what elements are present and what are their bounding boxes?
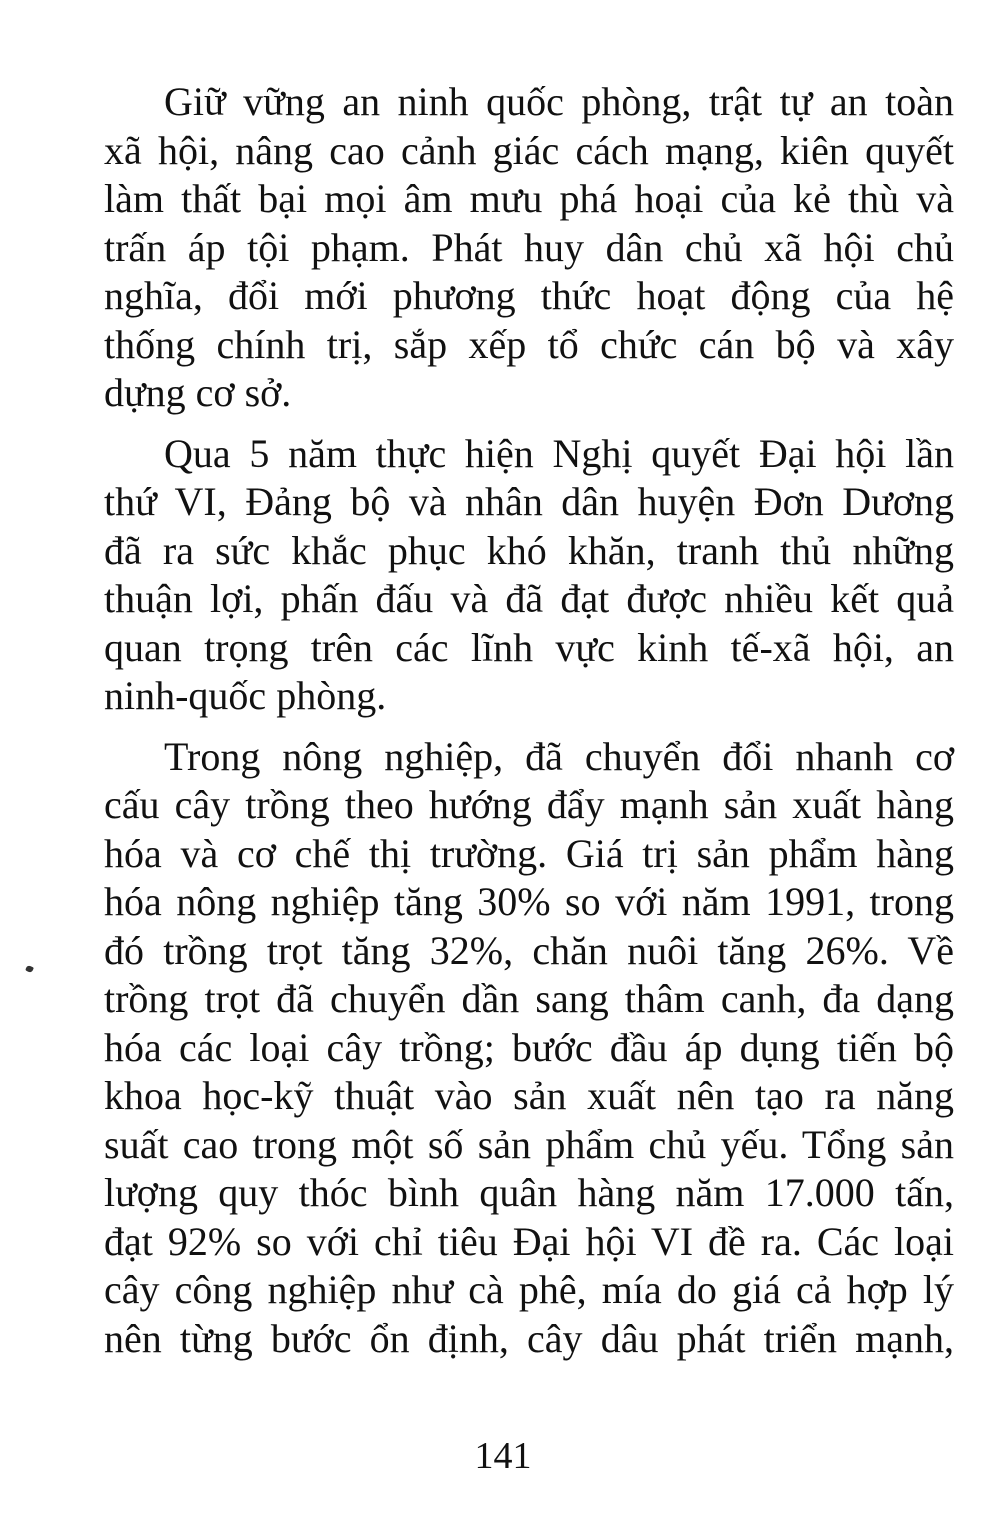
text-line: làm thất bại mọi âm mưu phá hoại của kẻ thù và [104,176,954,221]
text-line: thứ VI, Đảng bộ và nhân dân huyện Đơn Dương [104,479,954,524]
text-line: dựng cơ sở. [104,370,292,415]
text-line: xã hội, nâng cao cảnh giác cách mạng, kiên quyết [104,127,954,173]
text-line: đạt 92% so với chỉ tiêu Đại hội VI đề ra. Các loại [104,1218,954,1264]
text-line: ninh-quốc phòng. [104,673,387,718]
text-line: nghĩa, đổi mới phương thức hoạt động của hệ [104,273,954,318]
text-line: cây công nghiệp như cà phê, mía do giá cả hợp lý [104,1267,954,1312]
text-line: đó trồng trọt tăng 32%, chăn nuôi tăng 26%. Về [104,927,954,973]
text-line: thống chính trị, sắp xếp tổ chức cán bộ và xây [104,321,954,367]
text-line: thuận lợi, phấn đấu và đã đạt được nhiều kết quả [104,576,954,621]
text-line: trấn áp tội phạm. Phát huy dân chủ xã hội chủ [104,224,954,270]
text-line: nên từng bước ổn định, cây dâu phát triển mạnh, [104,1315,954,1361]
text-line: trồng trọt đã chuyển dần sang thâm canh, đa dạng [104,976,954,1021]
body-text [104,78,954,1363]
text-line: Giữ vững an ninh quốc phòng, trật tự an toàn [164,79,954,124]
paragraph-five-years [104,430,954,721]
text-line: suất cao trong một số sản phẩm chủ yếu. Tổng sản [104,1121,954,1167]
page-number: 141 [474,1435,532,1477]
text-line: Qua 5 năm thực hiện Nghị quyết Đại hội lần [164,430,954,476]
text-line: hóa nông nghiệp tăng 30% so với năm 1991, trong [104,879,954,924]
text-line: quan trọng trên các lĩnh vực kinh tế-xã hội, an [104,624,954,670]
text-line: hóa và cơ chế thị trường. Giá trị sản phẩm hàng [104,830,954,876]
ink-speck [25,965,34,973]
paragraph-agriculture [104,733,954,1364]
text-line: cấu cây trồng theo hướng đẩy mạnh sản xuất hàng [104,782,954,827]
text-line: lượng quy thóc bình quân hàng năm 17.000 tấn, [104,1170,954,1215]
paragraph-security [104,78,954,418]
text-line: hóa các loại cây trồng; bước đầu áp dụng tiến bộ [104,1024,954,1070]
text-line: Trong nông nghiệp, đã chuyển đổi nhanh cơ [164,733,954,779]
text-line: đã ra sức khắc phục khó khăn, tranh thủ những [104,527,954,573]
text-line: khoa học-kỹ thuật vào sản xuất nên tạo ra năng [104,1073,954,1118]
